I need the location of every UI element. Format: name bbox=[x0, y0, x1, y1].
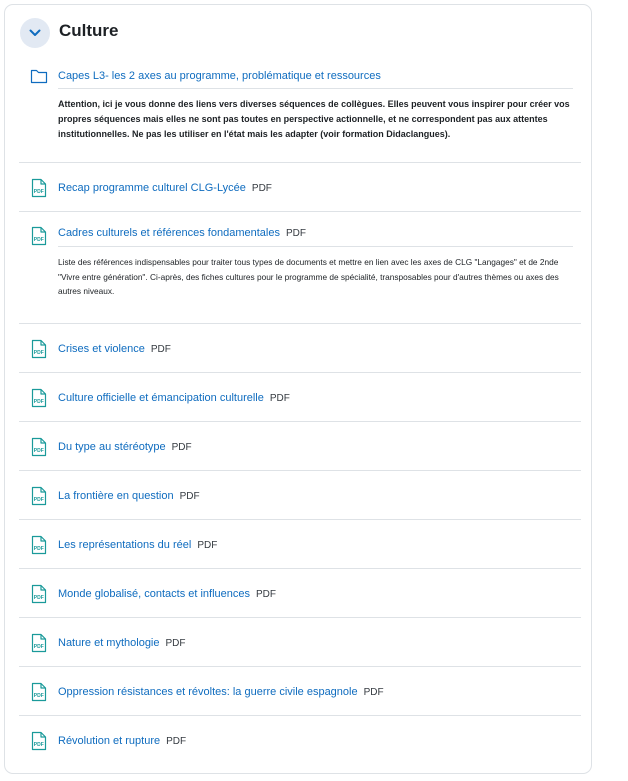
svg-text:PDF: PDF bbox=[33, 497, 44, 503]
resource-name: Cadres culturels et références fondamentales bbox=[58, 227, 280, 239]
resource-link[interactable] bbox=[58, 181, 272, 196]
pdf-icon bbox=[30, 226, 48, 246]
resource-link[interactable] bbox=[58, 342, 171, 357]
resource-link[interactable] bbox=[58, 391, 290, 406]
svg-text:PDF: PDF bbox=[33, 742, 44, 748]
folder-description: Attention, ici je vous donne des liens vers diverses séquences de collègues. Elles peuvent vous inspirer pour créer vos propres séquences mais elles ne sont pas toutes en perspective actionnelle, et ne correspondent pas aux attentes institutionnelles. Ne pas les utiliser en l'état mais les adapter (voir formation Didaclangues). bbox=[58, 99, 570, 139]
divider bbox=[58, 246, 573, 247]
resource-name: Crises et violence bbox=[58, 343, 145, 355]
section-title: Culture bbox=[59, 21, 119, 40]
resource-link[interactable] bbox=[58, 538, 217, 553]
pdf-icon bbox=[30, 584, 48, 604]
resource-name: Révolution et rupture bbox=[58, 735, 161, 747]
resource-type: PDF bbox=[285, 228, 306, 239]
svg-text:PDF: PDF bbox=[33, 448, 44, 454]
resource-name: Les représentations du réel bbox=[58, 539, 192, 551]
activity-folder bbox=[19, 63, 581, 163]
resource-type: PDF bbox=[251, 183, 272, 194]
chevron-down-icon bbox=[29, 29, 41, 37]
activity-resource bbox=[19, 163, 581, 211]
section-card bbox=[4, 4, 592, 774]
resource-name: Monde globalisé, contacts et influences bbox=[58, 588, 251, 600]
activity-resource bbox=[19, 716, 581, 764]
resource-name: Du type au stéréotype bbox=[58, 441, 166, 453]
resource-type: PDF bbox=[269, 393, 290, 404]
resource-link[interactable] bbox=[58, 685, 384, 700]
svg-text:PDF: PDF bbox=[33, 595, 44, 601]
svg-text:PDF: PDF bbox=[33, 693, 44, 699]
svg-text:PDF: PDF bbox=[33, 237, 44, 243]
pdf-icon bbox=[30, 437, 48, 457]
resource-name: Recap programme culturel CLG-Lycée bbox=[58, 182, 246, 194]
resource-type: PDF bbox=[150, 344, 171, 355]
pdf-icon bbox=[30, 633, 48, 653]
activity-resource bbox=[19, 212, 581, 323]
activity-resource bbox=[19, 471, 581, 519]
activity-resource bbox=[19, 324, 581, 372]
svg-text:PDF: PDF bbox=[33, 399, 44, 405]
pdf-icon bbox=[30, 682, 48, 702]
activity-resource bbox=[19, 373, 581, 421]
resource-type: PDF bbox=[165, 638, 186, 649]
pdf-icon bbox=[30, 178, 48, 198]
resource-link[interactable] bbox=[58, 489, 200, 504]
svg-text:PDF: PDF bbox=[33, 350, 44, 356]
resource-link[interactable] bbox=[58, 636, 186, 651]
divider bbox=[58, 88, 573, 89]
resource-type: PDF bbox=[171, 442, 192, 453]
resource-name: Culture officielle et émancipation culturelle bbox=[58, 392, 264, 404]
activity-resource bbox=[19, 667, 581, 715]
resource-link[interactable] bbox=[58, 734, 186, 749]
resource-name: Oppression résistances et révoltes: la guerre civile espagnole bbox=[58, 686, 358, 698]
resource-name: La frontière en question bbox=[58, 490, 174, 502]
resource-description: Liste des références indispensables pour traiter tous types de documents et mettre en lien avec les axes de CLG "Langages" et de 2nde "Vivre entre génération". Ci-après, des fiches cultures pour le programme de spécialité, transposables pour d'autres thèmes ou axes des autres niveaux. bbox=[58, 257, 559, 296]
folder-link[interactable]: Capes L3- les 2 axes au programme, problématique et ressources bbox=[58, 70, 381, 82]
section-collapse-toggle[interactable] bbox=[20, 18, 50, 48]
activity-resource bbox=[19, 618, 581, 666]
svg-text:PDF: PDF bbox=[33, 644, 44, 650]
resource-type: PDF bbox=[166, 736, 187, 747]
resource-type: PDF bbox=[197, 540, 218, 551]
svg-text:PDF: PDF bbox=[33, 189, 44, 195]
pdf-icon bbox=[30, 339, 48, 359]
activity-resource bbox=[19, 520, 581, 568]
resource-type: PDF bbox=[256, 589, 277, 600]
resource-link[interactable] bbox=[58, 440, 192, 455]
resource-name: Nature et mythologie bbox=[58, 637, 160, 649]
activity-resource bbox=[19, 569, 581, 617]
resource-type: PDF bbox=[363, 687, 384, 698]
pdf-icon bbox=[30, 535, 48, 555]
resource-link[interactable] bbox=[58, 226, 306, 241]
resource-type: PDF bbox=[179, 491, 200, 502]
activity-resource bbox=[19, 422, 581, 470]
pdf-icon bbox=[30, 486, 48, 506]
svg-text:PDF: PDF bbox=[33, 546, 44, 552]
pdf-icon bbox=[30, 731, 48, 751]
pdf-icon bbox=[30, 388, 48, 408]
folder-icon bbox=[30, 66, 48, 86]
resource-link[interactable] bbox=[58, 587, 276, 602]
